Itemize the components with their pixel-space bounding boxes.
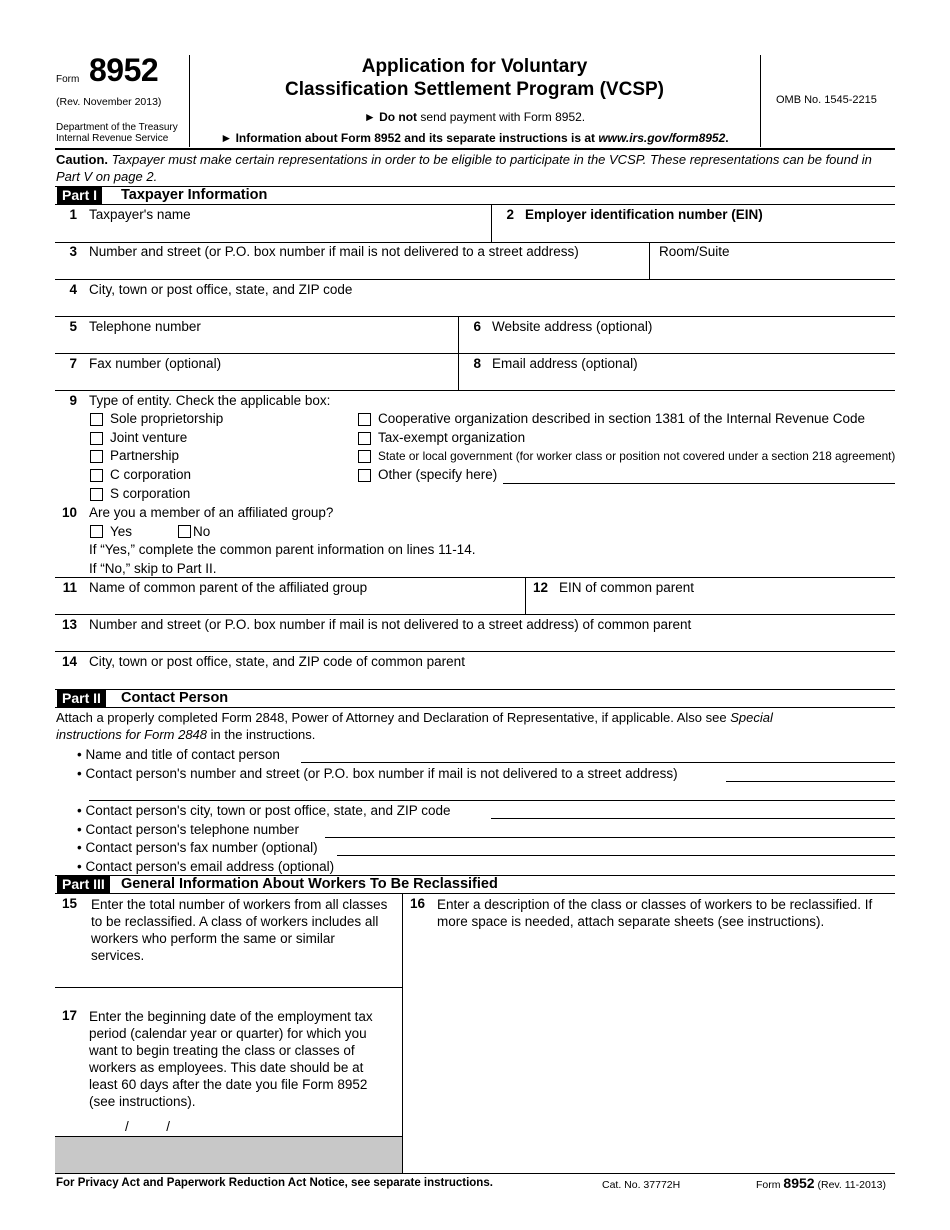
contact-street-field-continued[interactable] [89,783,895,801]
header-divider-right [760,55,761,147]
line2-label: Employer identification number (EIN) [525,207,763,222]
sole-proprietorship-checkbox[interactable] [90,413,103,426]
line3-label: Number and street (or P.O. box number if mail is not delivered to a street address) [89,244,579,259]
do-not-send-note: ► Do not send payment with Form 8952. [363,110,586,124]
if-yes-instruction: If “Yes,” complete the common parent information on lines 11-14. [89,542,476,557]
taxpayer-name-field[interactable] [55,222,491,242]
form-title-line1: Application for Voluntary [361,56,588,77]
part2-intro: Attach a properly completed Form 2848, Power of Attorney and Declaration of Representative, if applicable. Also see Special instructions for Form 2848 in the instructions. [56,710,773,742]
part1-title-rule [55,204,895,205]
form-title-line2: Classification Settlement Program (VCSP) [284,79,665,100]
part2-title: Contact Person [121,690,229,706]
affiliated-yes-checkbox[interactable] [90,525,103,538]
s-corporation-label: S corporation [110,486,191,501]
line13-label: Number and street (or P.O. box number if mail is not delivered to a street address) of common parent [89,617,692,632]
contact-fax-label: • Contact person's fax number (optional) [77,840,318,855]
email-field[interactable] [459,371,895,390]
common-parent-street-field[interactable] [55,632,895,651]
part3-label: Part III [57,876,110,893]
cooperative-org-label: Cooperative organization described in section 1381 of the Internal Revenue Code [378,411,866,426]
contact-name-label: • Name and title of contact person [77,747,280,762]
line9-label: Type of entity. Check the applicable box: [89,393,331,408]
department-name: Department of the Treasury [56,122,178,133]
joint-venture-label: Joint venture [110,430,188,445]
line14-label: City, town or post office, state, and ZIP code of common parent [89,654,465,669]
street-address-field[interactable] [55,259,649,279]
beginning-date-field[interactable] [90,1116,390,1136]
form-number: 8952 [89,52,159,88]
worker-class-description-field[interactable] [404,936,895,1172]
affiliated-no-label: No [193,524,211,539]
line7-label: Fax number (optional) [89,356,222,371]
footer-form-id: Form 8952 (Rev. 11-2013) [756,1175,886,1191]
room-suite-field[interactable] [650,259,895,279]
total-workers-field[interactable] [55,966,402,986]
header-rule [55,148,895,150]
form-revision: (Rev. November 2013) [56,96,162,108]
part1-label: Part I [57,187,102,204]
common-parent-ein-field[interactable] [526,595,895,614]
contact-email-field[interactable] [355,857,895,875]
part1-title: Taxpayer Information [121,187,268,203]
tax-exempt-label: Tax-exempt organization [378,430,526,445]
affiliated-yes-label: Yes [110,524,133,539]
common-parent-name-field[interactable] [55,595,525,614]
shaded-area [55,1136,402,1173]
partnership-checkbox[interactable] [90,450,103,463]
line16-label: Enter a description of the class or classes of workers to be reclassified. If more space is needed, attach separate sheets (see instructions). [437,897,873,929]
line11-label: Name of common parent of the affiliated group [89,580,368,595]
contact-email-label: • Contact person's email address (optional) [77,859,335,874]
line10-label: Are you a member of an affiliated group? [89,505,334,520]
privacy-notice: For Privacy Act and Paperwork Reduction Act Notice, see separate instructions. [56,1177,493,1189]
contact-name-field[interactable] [301,745,895,763]
other-entity-specify-field[interactable] [503,467,895,484]
irs-url-link[interactable]: www.irs.gov/form8952 [598,131,726,145]
info-note: ► Information about Form 8952 and its separate instructions is at www.irs.gov/form8952. [220,131,729,145]
room-suite-label: Room/Suite [659,244,730,259]
s-corporation-checkbox[interactable] [90,488,103,501]
footer-rule [55,1173,895,1174]
agency-name: Internal Revenue Service [56,133,169,144]
contact-city-label: • Contact person's city, town or post office, state, and ZIP code [77,803,451,818]
state-local-gov-checkbox[interactable] [358,450,371,463]
other-entity-label: Other (specify here) [378,467,498,482]
state-local-gov-label: State or local government (for worker class or position not covered under a section 218 agreement) [378,449,896,463]
line5-label: Telephone number [89,319,201,334]
contact-telephone-label: • Contact person's telephone number [77,822,299,837]
fax-field[interactable] [55,371,458,390]
line1-label: Taxpayer's name [89,207,191,222]
part3-title: General Information About Workers To Be Reclassified [121,876,498,892]
cooperative-org-checkbox[interactable] [358,413,371,426]
line8-label: Email address (optional) [492,356,638,371]
tax-exempt-checkbox[interactable] [358,432,371,445]
part2-label: Part II [57,690,106,707]
line4-label: City, town or post office, state, and ZIP code [89,282,353,297]
form-word: Form [56,74,80,85]
if-no-instruction: If “No,” skip to Part II. [89,561,217,576]
common-parent-city-field[interactable] [55,669,895,688]
catalog-number: Cat. No. 37772H [602,1179,681,1191]
form-title [189,55,760,101]
beginning-date-separators: / / [125,1119,171,1134]
contact-city-field[interactable] [491,801,895,819]
sole-proprietorship-label: Sole proprietorship [110,411,224,426]
contact-telephone-field[interactable] [325,820,895,838]
contact-fax-field[interactable] [337,838,895,856]
contact-street-label: • Contact person's number and street (or P.O. box number if mail is not delivered to a street address) [77,766,678,781]
c-corporation-label: C corporation [110,467,192,482]
contact-street-field[interactable] [726,764,895,782]
ein-field[interactable] [492,222,895,242]
partnership-label: Partnership [110,448,180,463]
city-state-zip-field[interactable] [55,297,895,316]
caution-note: Caution. Taxpayer must make certain representations in order to be eligible to participate in the VCSP. These representations can be found in Part V on page 2. [56,152,872,184]
telephone-field[interactable] [55,334,458,353]
c-corporation-checkbox[interactable] [90,469,103,482]
line15-label: Enter the total number of workers from all classes to be reclassified. A class of workers includes all workers who perform the same or similar services. [91,897,388,963]
website-field[interactable] [459,334,895,353]
other-entity-checkbox[interactable] [358,469,371,482]
affiliated-no-checkbox[interactable] [178,525,191,538]
joint-venture-checkbox[interactable] [90,432,103,445]
line17-label: Enter the beginning date of the employment tax period (calendar year or quarter) for which you want to begin treating the class or classes of workers as employees. This date should be at least 60 days after the date you file Form 8952 (see instructions). [89,1009,373,1109]
line12-label: EIN of common parent [559,580,695,595]
omb-number: OMB No. 1545-2215 [776,94,877,106]
line6-label: Website address (optional) [492,319,653,334]
